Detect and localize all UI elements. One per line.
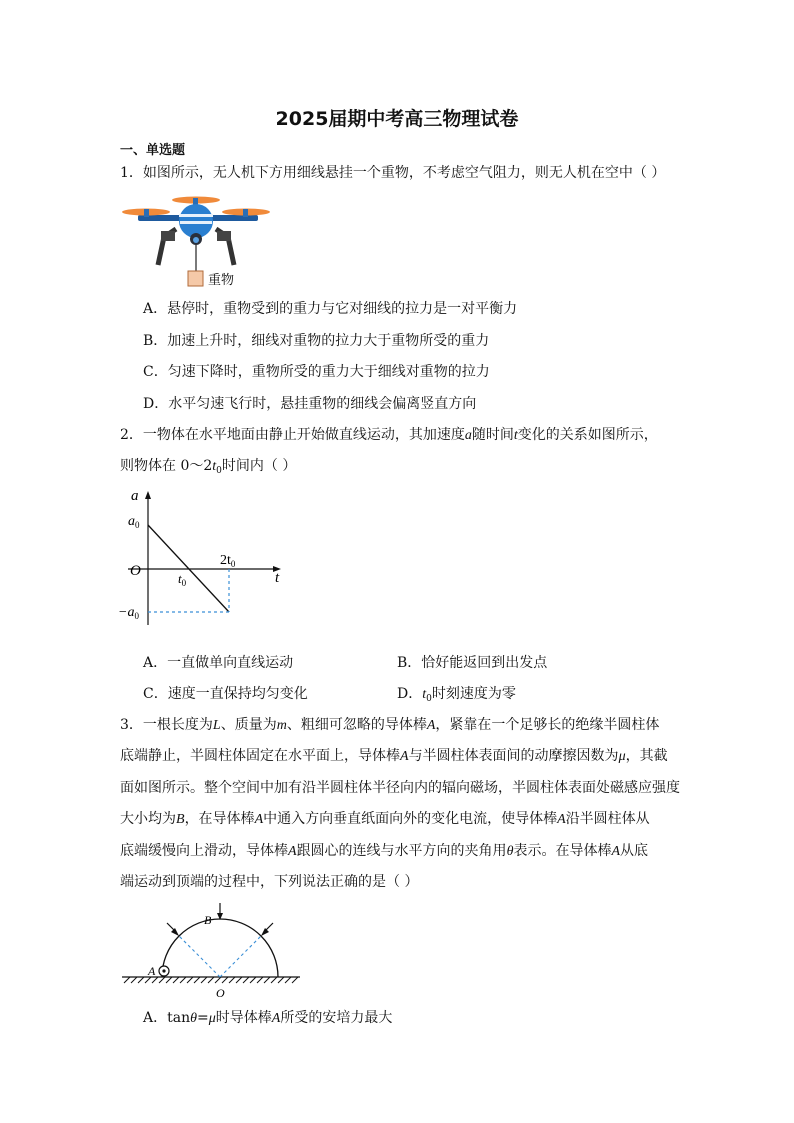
q1-option-d: D．水平匀速飞行时，悬挂重物的细线会偏离竖直方向: [143, 396, 477, 412]
dashed-radius-left: [179, 936, 220, 977]
label-a0: $a_0$: [128, 514, 140, 530]
label-O: O: [216, 986, 225, 1000]
q2-option-b: B．恰好能返回到出发点: [397, 655, 548, 671]
q3-line2: 底端静止，半圆柱体固定在水平面上，导体棒A与半圆柱体表面间的动摩擦因数为μ，其截: [120, 748, 668, 764]
q3-option-a: A．tanθ=μ时导体棒A所受的安培力最大: [143, 1010, 393, 1026]
q1-option-a: A．悬停时，重物受到的重力与它对细线的拉力是一对平衡力: [143, 301, 518, 317]
half-cylinder-outline: [162, 919, 278, 977]
label-A: A: [148, 964, 156, 978]
q3-line6: 端运动到顶端的过程中，下列说法正确的是（ ）: [120, 874, 419, 890]
section-heading: 一、单选题: [120, 143, 186, 158]
q1-option-b: B．加速上升时，细线对重物的拉力大于重物所受的重力: [143, 333, 490, 349]
label-2t0: $2t_0$: [220, 553, 236, 569]
origin-label: O: [130, 563, 141, 579]
q3-line3: 面如图所示。整个空间中加有沿半圆柱体半径向内的辐向磁场，半圆柱体表面处磁感应强度: [120, 780, 680, 796]
field-arrow-left-icon: [171, 928, 179, 936]
half-cylinder-figure: [118, 903, 308, 1001]
label-B: B: [204, 913, 212, 927]
q3-line1: 3．一根长度为L、质量为m、粗细可忽略的导体棒A，紧靠在一个足够长的绝缘半圆柱体: [120, 717, 660, 733]
q3-line4: 大小均为B，在导体棒A中通入方向垂直纸面向外的变化电流，使导体棒A沿半圆柱体从: [120, 811, 650, 827]
x-axis-label: t: [275, 570, 280, 586]
label-t0: $t_0$: [178, 571, 187, 588]
q2-stem-line2: 则物体在 $0\sim 2t_0$时间内（ ）: [120, 458, 297, 476]
label-minus-a0: $-a_0$: [118, 605, 139, 621]
q2-stem-line1: 2．一物体在水平地面由静止开始做直线运动，其加速度a随时间t变化的关系如图所示，: [120, 427, 658, 443]
y-axis-label: a: [131, 488, 139, 504]
weight-box: [188, 271, 203, 286]
q1-stem: 1．如图所示，无人机下方用细线悬挂一个重物，不考虑空气阻力，则无人机在空中（ ）: [120, 165, 666, 181]
acceleration-time-graph: [118, 485, 288, 635]
field-arrow-right-icon: [261, 928, 269, 936]
page-title: 2025届期中考高三物理试卷: [275, 108, 519, 130]
weight-label: 重物: [208, 273, 235, 288]
q1-option-c: C．匀速下降时，重物所受的重力大于细线对重物的拉力: [143, 364, 490, 380]
drone-figure: [118, 193, 278, 293]
q3-line5: 底端缓慢向上滑动，导体棒A跟圆心的连线与水平方向的夹角用θ表示。在导体棒A从底: [120, 843, 649, 859]
q2-option-d: D．$t_0$时刻速度为零: [397, 686, 516, 704]
dashed-radius-right: [220, 936, 261, 977]
q2-option-c: C．速度一直保持均匀变化: [143, 686, 308, 702]
y-axis-arrow-icon: [145, 491, 151, 499]
q2-option-a: A．一直做单向直线运动: [143, 655, 294, 671]
